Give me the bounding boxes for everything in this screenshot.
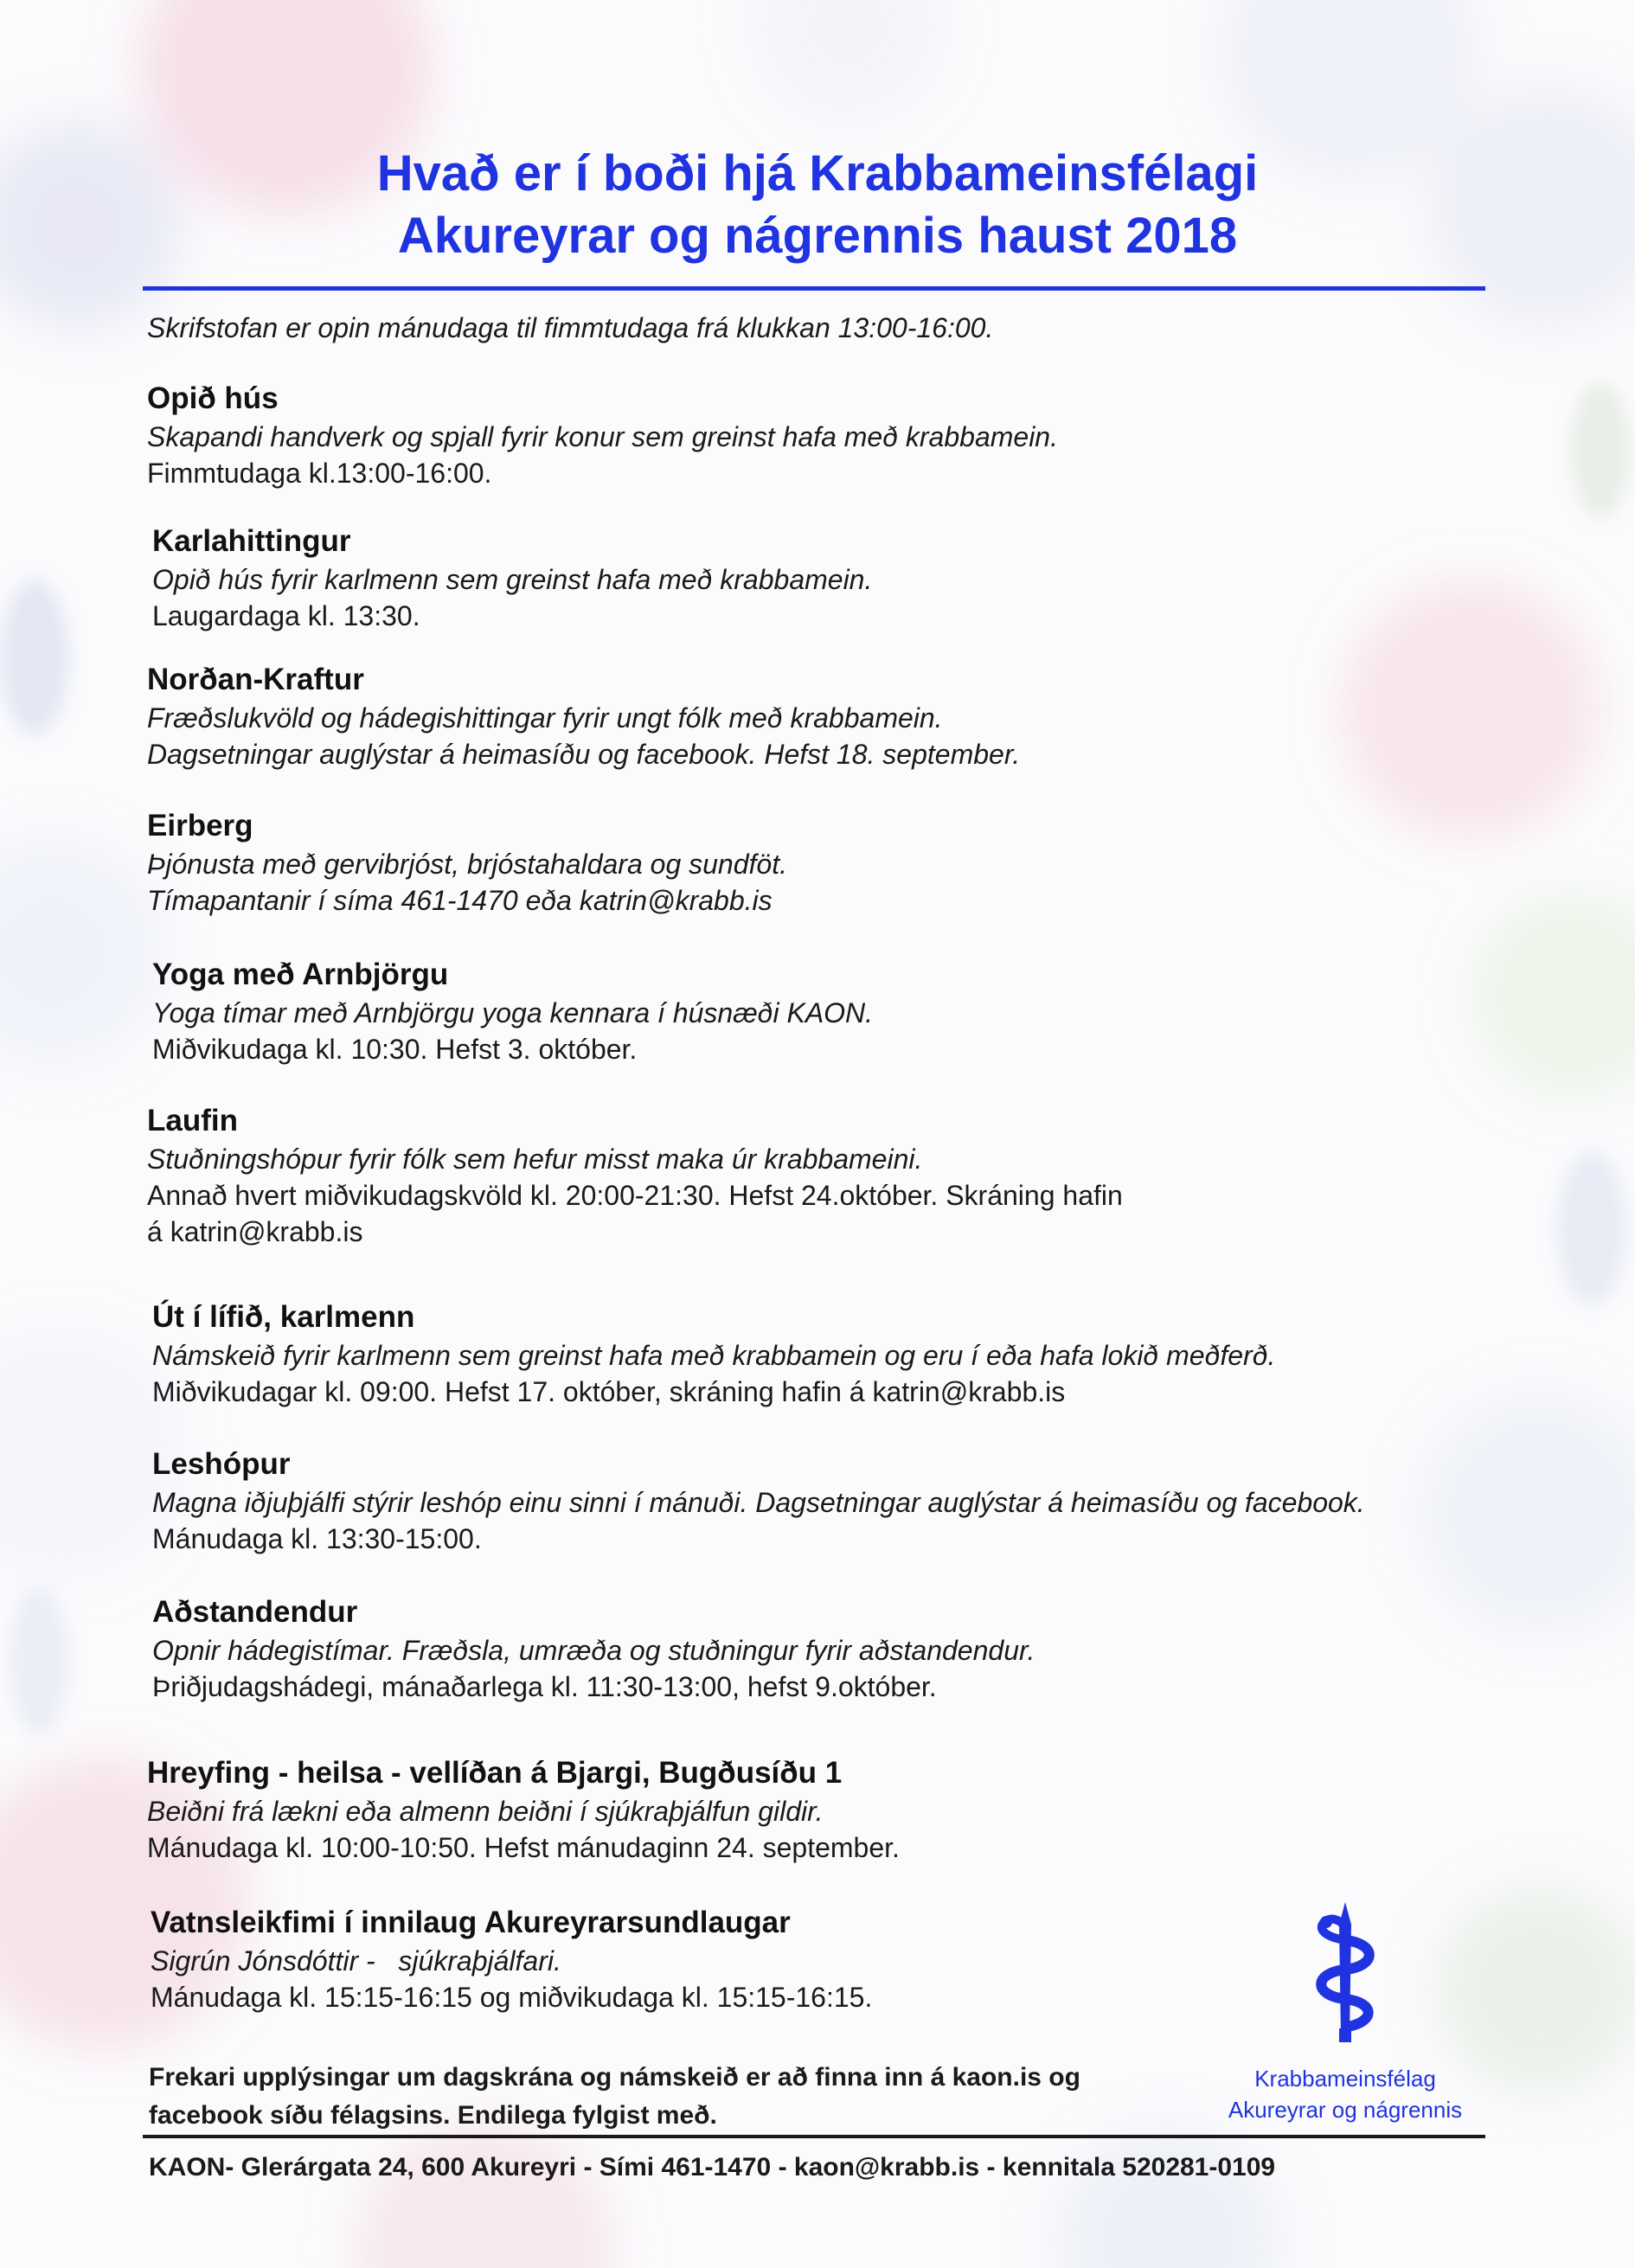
section-description: Opið hús fyrir karlmenn sem greinst hafa með krabbamein. [152,564,873,595]
section-heading: Leshópur [152,1447,291,1481]
section-description-2: Dagsetningar auglýstar á heimasíðu og facebook. Hefst 18. september. [147,739,1021,770]
section-description: Skapandi handverk og spjall fyrir konur sem greinst hafa með krabbamein. [147,421,1058,452]
section-vatnsleikfimi [151,1903,1171,2015]
rod-of-asclepius-icon [1298,1899,1393,2046]
section-eirberg [147,806,1497,919]
section-description: Yoga tímar með Arnbjörgu yoga kennara í húsnæði KAON. [152,997,874,1028]
section-description: Námskeið fyrir karlmenn sem greinst hafa með krabbamein og eru í eða hafa lokið meðferð. [152,1340,1276,1371]
page-title [138,143,1497,267]
section-heading: Yoga með Arnbjörgu [152,958,449,991]
section-ut-i-lifid [152,1297,1502,1410]
section-schedule: Laugardaga kl. 13:30. [152,600,420,631]
section-heading: Karlahittingur [152,524,351,558]
section-heading: Laufin [147,1104,238,1137]
section-adstandendur [152,1592,1502,1705]
section-description: Magna iðjuþjálfi stýrir leshóp einu sinni í mánuði. Dagsetningar auglýstar á heimasíðu og facebook. [152,1487,1365,1518]
title-divider [143,286,1485,291]
section-karlahittingur [152,522,1502,634]
section-description: Sigrún Jónsdóttir - sjúkraþjálfari. [151,1945,561,1976]
section-description: Opnir hádegistímar. Fræðsla, umræða og stuðningur fyrir aðstandendur. [152,1635,1036,1666]
section-heading: Aðstandendur [152,1595,358,1629]
section-schedule: Þriðjudagshádegi, mánaðarlega kl. 11:30-13:00, hefst 9.október. [152,1671,937,1702]
section-description-2: Tímapantanir í síma 461-1470 eða katrin@krabb.is [147,885,773,916]
section-heading: Vatnsleikfimi í innilaug Akureyrarsundlaugar [151,1906,791,1939]
logo-caption-line-1: Krabbameinsfélag [1254,2066,1436,2092]
section-leshopur [152,1445,1502,1557]
section-yoga [152,955,1502,1067]
section-laufin [147,1101,1497,1250]
section-schedule: Mánudaga kl. 10:00-10:50. Hefst mánudaginn 24. september. [147,1832,900,1863]
section-schedule-2: á katrin@krabb.is [147,1216,363,1247]
footer-contact: KAON- Glerárgata 24, 600 Akureyri - Sími 461-1470 - kaon@krabb.is - kennitala 520281-0109 [149,2153,1276,2182]
section-heading: Hreyfing - heilsa - vellíðan á Bjargi, Bugðusíðu 1 [147,1756,843,1790]
section-heading: Opið hús [147,381,279,415]
section-heading: Eirberg [147,809,253,842]
section-schedule: Mánudaga kl. 15:15-16:15 og miðvikudaga kl. 15:15-16:15. [151,1982,873,2013]
section-description: Fræðslukvöld og hádegishittingar fyrir ungt fólk með krabbamein. [147,702,943,734]
section-schedule: Fimmtudaga kl.13:00-16:00. [147,458,492,489]
logo-caption [1185,2063,1505,2125]
office-hours: Skrifstofan er opin mánudaga til fimmtudaga frá klukkan 13:00-16:00. [147,312,994,343]
section-heading: Norðan-Kraftur [147,663,364,696]
section-schedule: Annað hvert miðvikudagskvöld kl. 20:00-21:30. Hefst 24.október. Skráning hafin [147,1180,1123,1211]
further-info [149,2059,1170,2135]
title-line-1: Hvað er í boði hjá Krabbameinsfélagi [376,145,1259,202]
section-hreyfing [147,1753,1497,1866]
section-heading: Út í lífið, karlmenn [152,1300,415,1334]
logo-caption-line-2: Akureyrar og nágrennis [1228,2097,1463,2123]
section-description: Beiðni frá lækni eða almenn beiðni í sjúkraþjálfun gildir. [147,1796,824,1827]
further-info-line-2: facebook síðu félagsins. Endilega fylgist með. [149,2101,717,2130]
section-schedule: Miðvikudaga kl. 10:30. Hefst 3. október. [152,1034,638,1065]
section-opid-hus [147,379,1497,491]
section-description: Stuðningshópur fyrir fólk sem hefur misst maka úr krabbameini. [147,1144,923,1175]
section-schedule: Miðvikudagar kl. 09:00. Hefst 17. október, skráning hafin á katrin@krabb.is [152,1376,1066,1407]
footer-divider [143,2135,1485,2138]
further-info-line-1: Frekari upplýsingar um dagskrána og námskeið er að finna inn á kaon.is og [149,2063,1080,2092]
section-schedule: Mánudaga kl. 13:30-15:00. [152,1523,482,1554]
section-description: Þjónusta með gervibrjóst, brjóstahaldara og sundföt. [147,849,787,880]
section-nordan-kraftur [147,660,1497,772]
title-line-2: Akureyrar og nágrennis haust 2018 [397,208,1238,264]
